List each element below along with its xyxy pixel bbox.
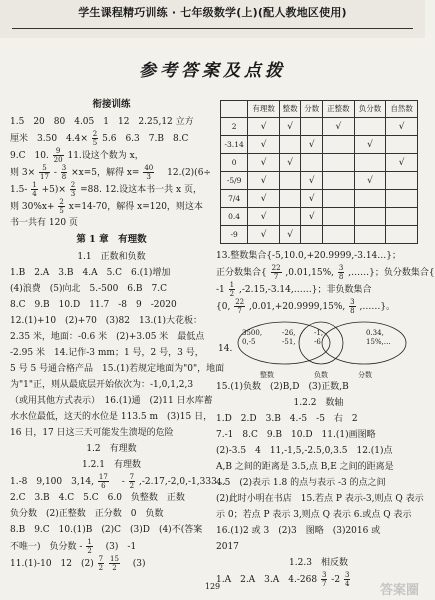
row-label: -5/9 <box>221 172 248 190</box>
table-cell: √ <box>248 118 280 136</box>
table-cell: √ <box>354 172 386 190</box>
fraction: $\frac{2}{5}$ <box>92 130 98 147</box>
table-cell: √ <box>354 136 386 154</box>
table-row <box>221 154 418 172</box>
answer-line: A,B 之间的距离是 3.5,点 B,E 之间的距离是 <box>216 462 394 472</box>
venn-label-negatives: 负数 <box>314 371 328 379</box>
fraction: $\frac{15}{2}$ <box>109 555 119 572</box>
watermark-logo: 答案圈 <box>379 583 419 598</box>
answer-line: 2017 <box>216 542 239 552</box>
table-cell <box>354 190 386 208</box>
answer-line: 2.35 米，地面：-0.6 米 (2)+3.05 米 最低点 <box>10 332 205 342</box>
table-row <box>221 172 418 190</box>
row-label: -3.14 <box>221 136 248 154</box>
answer-line: 4.5 (2)表示 1.8 的点与表示 -3 的点之间 <box>216 478 386 488</box>
answer-line: 不唯一) 负分数 - $\frac{1}{2}$ (3) -1 <box>10 538 137 555</box>
table-cell: √ <box>386 154 418 172</box>
answer-line: 正分数集合{ $\frac{22}{7}$ ,0.01,15%, $\frac{3}{8}$ ,……}；负分数集合{ <box>216 264 435 281</box>
header-divider <box>12 28 413 29</box>
left-column <box>10 96 226 596</box>
table-cell: √ <box>248 208 280 226</box>
fraction: $\frac{3}{8}$ <box>350 298 355 315</box>
row-label: 0 <box>221 154 248 172</box>
table-cell: √ <box>279 154 301 172</box>
answer-line: 1.B 2.A 3.B 4.A 5.C 6.(1)增加 <box>10 268 171 278</box>
table-cell: √ <box>248 154 280 172</box>
subsection-heading: 1.2.1 有理数 <box>82 460 141 470</box>
answer-line: 15.(1)负数 (2)B,D (3)正数,B <box>216 382 349 392</box>
table-header: 分数 <box>301 101 323 118</box>
fraction: $\frac{7}{2}$ <box>129 473 135 490</box>
answer-line: 13.整数集合{-5,10.0,+20.9999,-3.14…}； <box>216 251 401 261</box>
answer-line: 则 3× $\frac{5}{17}$ - $\frac{3}{8}$ ×x=5，解得 x= $\frac{40}{3}$ 12.(2)(6÷ <box>10 164 211 181</box>
subsection-heading: 1.1 正数和负数 <box>77 252 146 262</box>
fraction: $\frac{1}{4}$ <box>32 181 37 198</box>
table-cell <box>323 190 355 208</box>
row-label: 7/4 <box>221 190 248 208</box>
table-cell: √ <box>301 172 323 190</box>
table-cell <box>323 208 355 226</box>
table-row <box>221 190 418 208</box>
table-header: 正整数 <box>323 101 355 118</box>
row-label: 0.4 <box>221 208 248 226</box>
answer-line: 7.-1 8.C 9.B 10.D 11.(1)画图略 <box>216 430 376 440</box>
table-cell <box>301 226 323 244</box>
table-cell: √ <box>301 190 323 208</box>
answer-line: 8.C 9.B 10.D 11.7 -8 9 -2020 <box>10 300 177 310</box>
page-title: 参考答案及点拨 <box>139 61 286 81</box>
table-cell <box>386 190 418 208</box>
row-label: 2 <box>221 118 248 136</box>
answer-line: (2)此时小明在书店 15.若点 P 表示-3,则点 Q 表示 <box>216 494 424 504</box>
answer-line: 负分数 (2)正整数 正分数 0 负数 <box>10 509 164 519</box>
fraction: $\frac{5}{17}$ <box>40 164 49 181</box>
fraction: $\frac{1}{2}$ <box>229 281 235 298</box>
answer-line: 则 30%x+ $\frac{2}{5}$ x=14-70，解得 x=120，则这本 <box>10 198 203 215</box>
answer-line: 水水位最低，这天的水位是 113.5 m (3)15 日， <box>10 412 213 422</box>
table-cell <box>354 226 386 244</box>
question-number: 14. <box>218 344 233 354</box>
answer-line: 16.(1)2 或 3 (2)3 图略 (3)2016 或 <box>216 526 381 536</box>
table-cell <box>301 118 323 136</box>
answer-line: -1 $\frac{1}{2}$ ,-2.15,-3.14,……}；非负数集合 <box>216 281 372 298</box>
fraction: $\frac{3}{7}$ <box>321 571 327 588</box>
fraction: $\frac{17}{6}$ <box>98 473 108 490</box>
venn-region: 3500, 0,-5 <box>242 329 263 346</box>
table-cell <box>279 208 301 226</box>
answer-line: 9.C 10. $\frac{9}{20}$ 11.设这个数为 x， <box>10 147 144 164</box>
fraction: $\frac{3}{8}$ <box>61 164 67 181</box>
table-cell <box>386 172 418 190</box>
table-cell: √ <box>279 118 301 136</box>
subsection-heading: 1.2.2 数轴 <box>293 398 344 408</box>
fraction: $\frac{22}{7}$ <box>235 298 245 315</box>
answer-line: 8.B 9.C 10.(1)B (2)C (3)D (4)不(答案 <box>10 525 203 535</box>
answer-line: (4)浪费 (5)向北 5.-500 6.B 7.C <box>10 284 167 294</box>
table-header: 整数 <box>279 101 301 118</box>
table-header: 负分数 <box>354 101 386 118</box>
table-row <box>221 208 418 226</box>
table-cell <box>323 136 355 154</box>
answer-line: 1.D 2.D 3.B 4.-5 -5 右 2 <box>216 414 358 424</box>
section-heading: 衔接训练 <box>92 99 131 110</box>
fraction: $\frac{2}{3}$ <box>70 181 76 198</box>
running-header: 学生课程精巧训练 · 七年级数学(上)(配人教地区使用) <box>78 6 347 19</box>
table-cell <box>301 154 323 172</box>
answer-line: 厘米 3.50 4.4× $\frac{2}{5}$ 5.6 6.3 7.B 8.C <box>10 130 189 147</box>
table-row <box>221 118 418 136</box>
table-cell <box>279 190 301 208</box>
table-cell <box>354 208 386 226</box>
table-cell <box>279 136 301 154</box>
venn-region: -26, -51, <box>282 329 296 346</box>
answer-line: 2.C 3.B 4.C 5.C 6.0 负整数 正数 <box>10 493 185 503</box>
table-cell: √ <box>248 190 280 208</box>
answer-line: 12.(1)+10 (2)+70 (3)82 13.(1)大花板： <box>10 316 203 326</box>
answer-line: 5 号 5 号通合格产品 15.(1)若规定地面为"0"，地面 <box>10 364 225 374</box>
table-row <box>221 136 418 154</box>
table-cell <box>323 154 355 172</box>
table-cell: √ <box>248 136 280 154</box>
table-header: 有理数 <box>248 101 280 118</box>
answer-line: 16 日，17 日这三天可能发生溃堤的危险 <box>10 428 174 438</box>
row-label: -9 <box>221 226 248 244</box>
table-cell <box>323 172 355 190</box>
answer-line: 1.5- $\frac{1}{4}$ +5)× $\frac{2}{3}$ =88. 12.设这本书一共 x 页， <box>10 181 202 198</box>
fraction: $\frac{7}{2}$ <box>98 555 104 572</box>
table-cell <box>386 136 418 154</box>
table-cell: √ <box>248 172 280 190</box>
fraction: $\frac{3}{4}$ <box>344 571 350 588</box>
fraction: $\frac{3}{8}$ <box>338 264 344 281</box>
venn-label-integers: 整数 <box>260 371 274 379</box>
table-cell <box>323 226 355 244</box>
table-cell: √ <box>279 226 301 244</box>
table-header: 自然数 <box>386 101 418 118</box>
table-cell: √ <box>301 136 323 154</box>
chapter-heading: 第 1 章 有理数 <box>76 234 147 245</box>
venn-diagram <box>216 319 421 379</box>
answer-line: （或用其他方式表示） 16.(1)通 (2)11 日水库蓄 <box>10 396 213 406</box>
table-cell <box>279 172 301 190</box>
answer-line: 11.(1)-10 12 (2) $\frac{7}{2}$ $\frac{15}{2}$ (3) <box>10 555 146 572</box>
answer-line: -2.95 米 14.记作-3 mm；1 号，2 号，3 号， <box>10 348 204 358</box>
answer-line: 1.A 2.A 3.A 4.-268 $\frac{3}{7}$ -2 $\frac{3}{4}$ <box>216 571 350 588</box>
fraction: $\frac{1}{2}$ <box>87 538 92 555</box>
fraction: $\frac{9}{20}$ <box>53 147 63 164</box>
table-header-row <box>221 101 418 118</box>
table-header <box>221 101 248 118</box>
table-cell <box>386 208 418 226</box>
answer-line: (2)-3.5 4 11,-1,5,-2.5,0,3.5 12.(1)点 <box>216 446 393 456</box>
table-row <box>221 226 418 244</box>
answer-line: 1.-8 9,100 3,14, $\frac{17}{6}$ - $\frac{7}{2}$ ,-2.17,-2,0,-1,333… <box>10 473 226 490</box>
answer-line: 示 0；若点 P 表示 3,则点 Q 表示 6.或点 Q 表示 <box>216 510 412 520</box>
fraction: $\frac{22}{7}$ <box>271 264 281 281</box>
right-column <box>216 96 435 596</box>
answer-line: {0, $\frac{22}{7}$ ,0.01,+20.9999,15%, $\frac{3}{8}$ ,……}。 <box>216 298 396 315</box>
fraction: $\frac{40}{3}$ <box>144 164 154 181</box>
subsection-heading: 1.2 有理数 <box>86 444 137 454</box>
table-cell <box>354 118 386 136</box>
table-cell: √ <box>301 208 323 226</box>
answer-line: 1.5 20 80 4.05 1 12 2.25,12 立方 <box>10 117 194 127</box>
classification-table <box>220 100 418 244</box>
fraction: $\frac{2}{5}$ <box>59 198 64 215</box>
subsection-heading: 1.2.3 相反数 <box>289 558 348 568</box>
venn-label-fractions: 分数 <box>358 371 372 379</box>
table-cell: √ <box>386 118 418 136</box>
answer-line: 为"1"正，则从最底层开始依次为：-1,0,1,2,3 <box>10 380 194 390</box>
table-cell <box>386 226 418 244</box>
answer-line: 书一共有 120 页 <box>10 218 78 228</box>
table-cell: √ <box>248 226 280 244</box>
table-cell <box>354 154 386 172</box>
page-number: 129 <box>204 582 221 591</box>
venn-region: 0.34, 15%,… <box>366 329 391 346</box>
table-cell: √ <box>323 118 355 136</box>
venn-region: -1, -6 <box>314 329 324 346</box>
